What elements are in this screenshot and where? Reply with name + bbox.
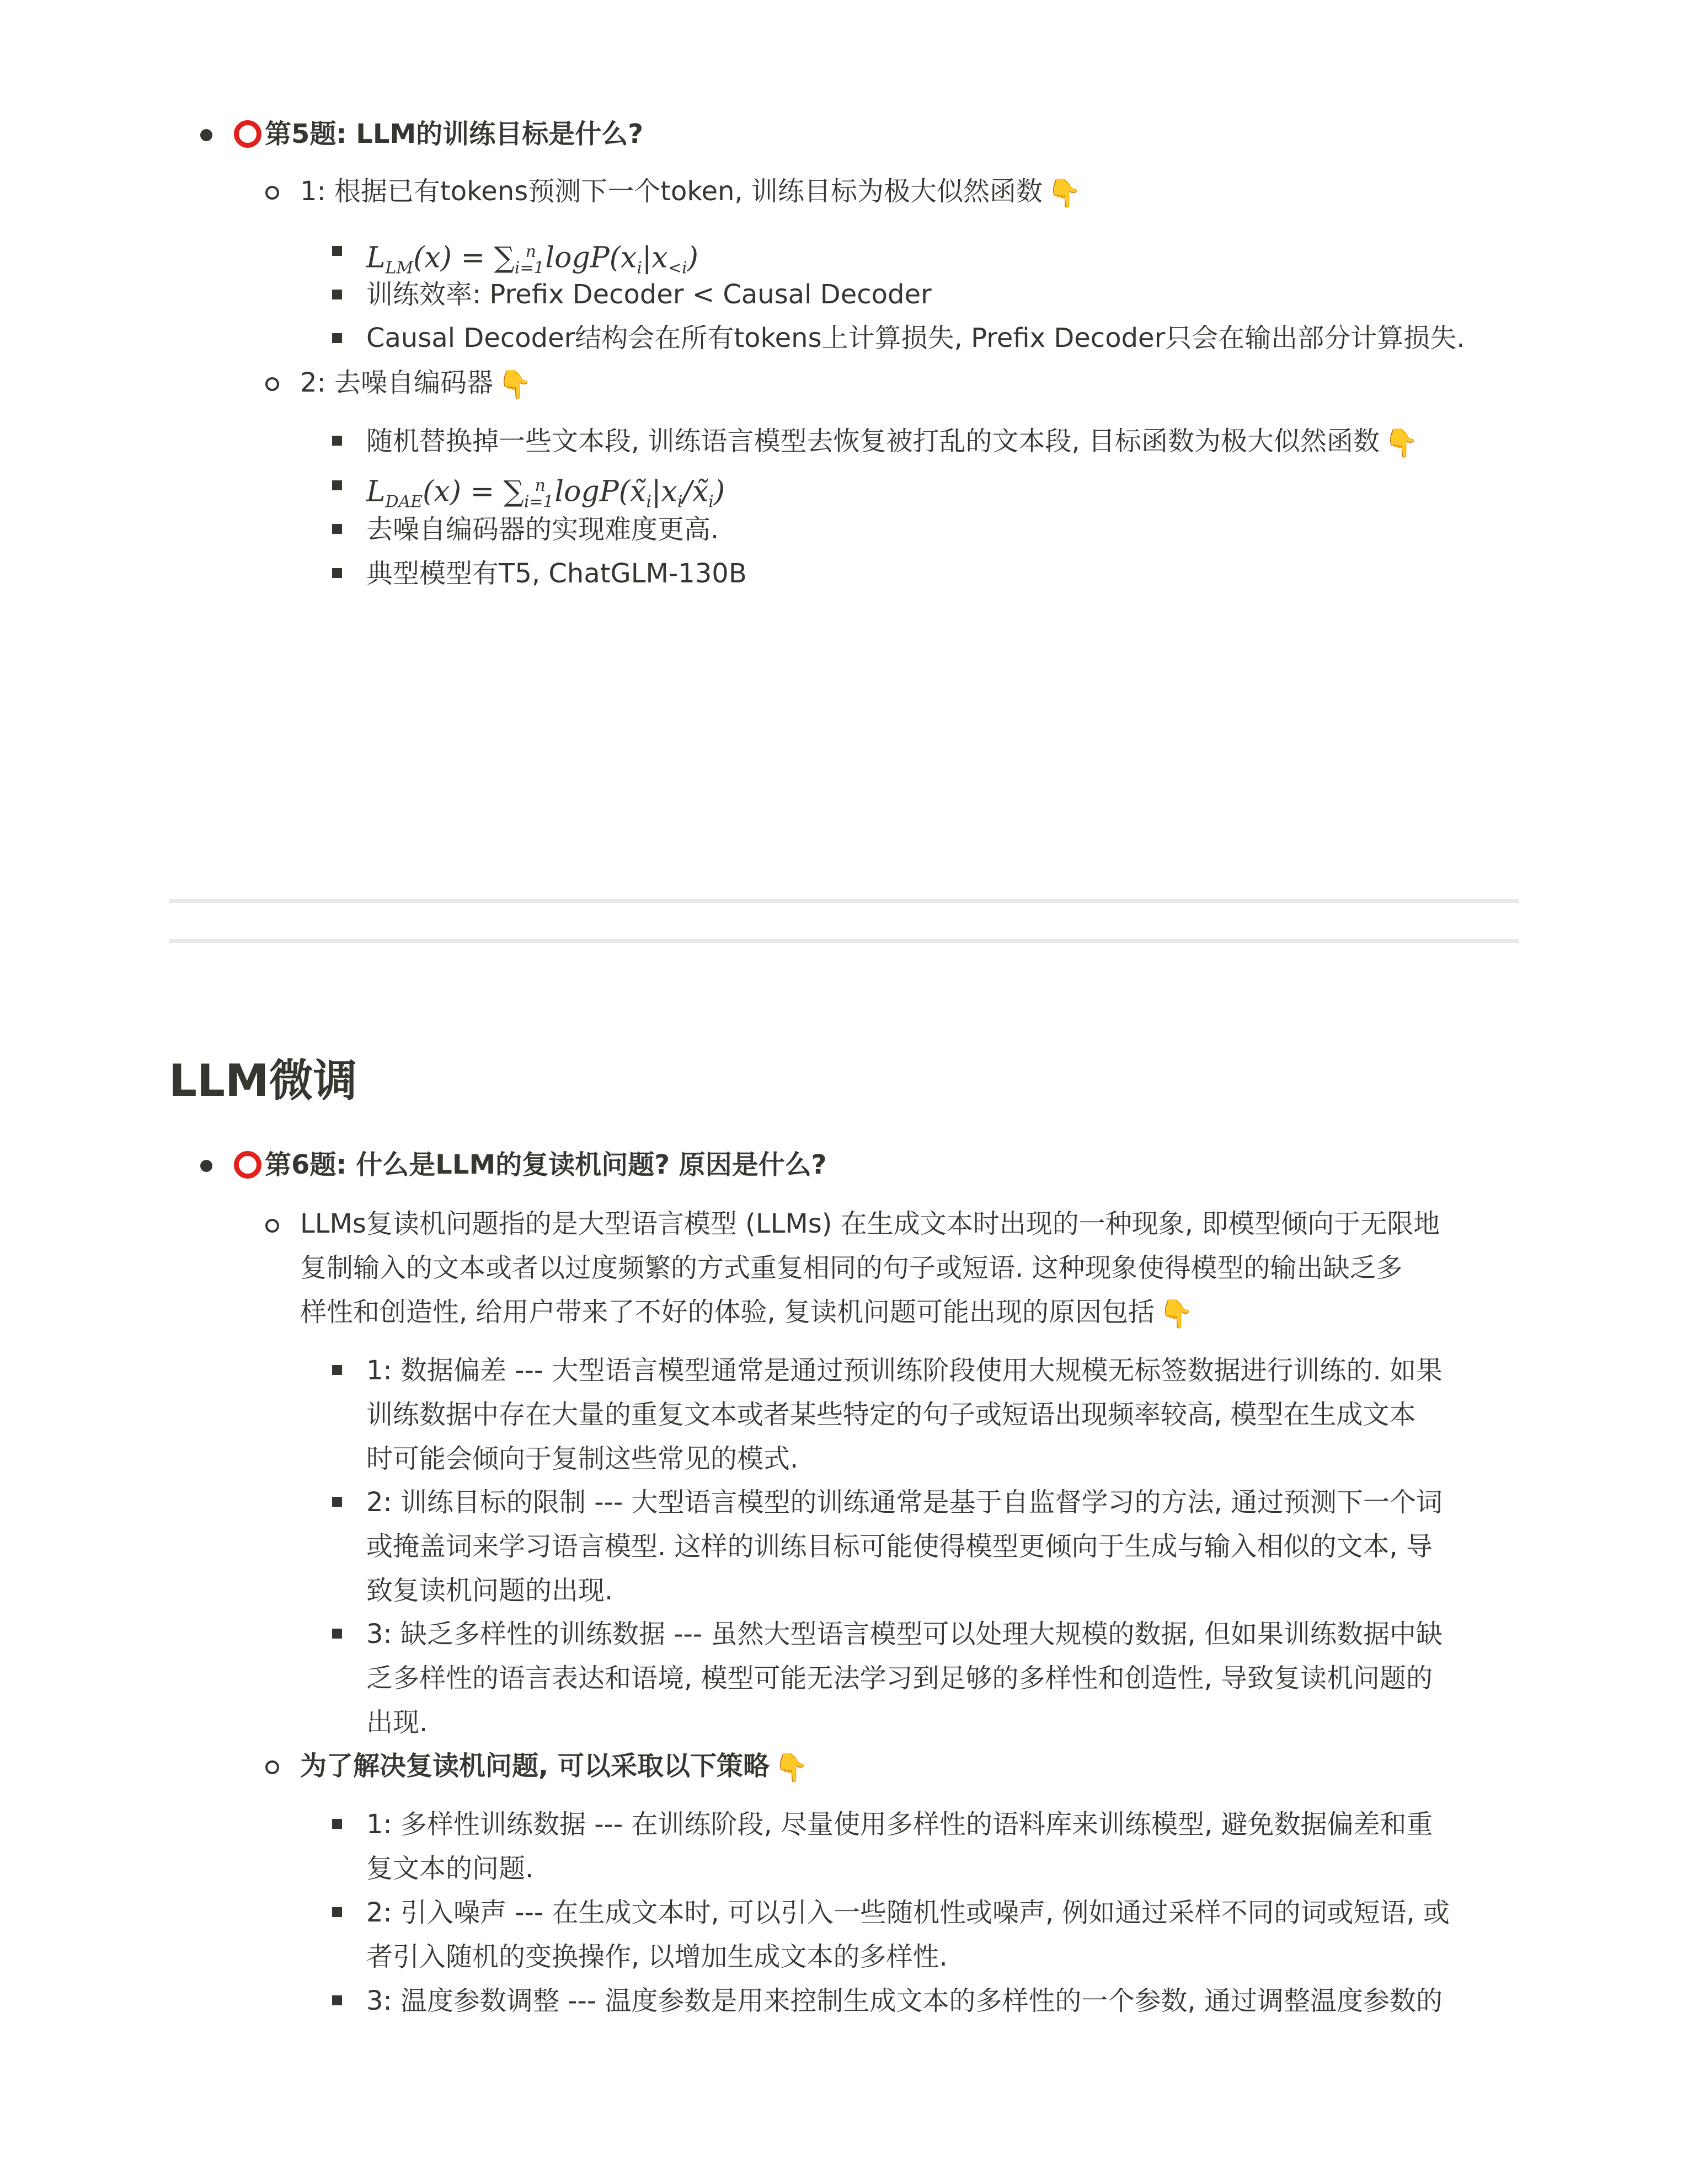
pointing-down-hand-icon: 👇 [773,1752,809,1784]
red-circle-icon [234,120,261,148]
pointing-down-hand-icon: 👇 [1046,177,1082,209]
bullet-square [332,333,342,343]
question-6-title: 第6题: 什么是LLM的复读机问题? 原因是什么? [234,1143,827,1187]
bullet-circle [265,186,279,200]
q5-item-1-sub-1: 训练效率: Prefix Decoder < Causal Decoder [366,279,932,310]
bullet-square [332,1497,342,1507]
strategy-item: 3: 温度参数调整 --- 温度参数是用来控制生成文本的多样性的一个参数, 通过调整温度参数的 [366,1985,1443,2016]
bullet-circle [265,377,279,391]
q5-item-2-sub-3: 典型模型有T5, ChatGLM-130B [366,558,747,589]
bullet-square [332,480,342,490]
q5-item-1-label: 1: 根据已有tokens预测下一个token, 训练目标为极大似然函数 [300,176,1043,207]
formula-dae: $L_{DAE}(x) = \sum_{i=1}^n$ $\log P(x̃_i|x_i/x̃_i)$ [366,475,725,512]
bullet-square [332,1819,342,1829]
red-circle-icon [234,1151,261,1179]
q5-item-2 [300,361,532,406]
q5-item-2-label: 2: 去噪自编码器 [300,367,493,398]
bullet-square [332,246,342,256]
pointing-down-hand-icon: 👇 [1159,1298,1194,1330]
bullet-square [332,1629,342,1639]
divider [169,899,1519,903]
strategy-item: 2: 引入噪声 --- 在生成文本时, 可以引入一些随机性或噪声, 例如通过采样不同的词或短语, 或 者引入随机的变换操作, 以增加生成文本的多样性. [366,1897,1450,1972]
section-heading: LLM微调 [169,1055,357,1106]
strategy-item: 1: 多样性训练数据 --- 在训练阶段, 尽量使用多样性的语料库来训练模型, 避免数据偏差和重 复文本的问题. [366,1809,1433,1884]
q5-item-2-sub-1: 随机替换掉一些文本段, 训练语言模型去恢复被打乱的文本段, 目标函数为极大似然函数 👇 [366,419,1418,465]
cause-item: 1: 数据偏差 --- 大型语言模型通常是通过预训练阶段使用大规模无标签数据进行训练的. 如果 训练数据中存在大量的重复文本或者某些特定的句子或短语出现频率较高, 模型在生成文本 时可能会倾向于复制这些常见的模式. [366,1355,1443,1474]
question-5-title: 第5题: LLM的训练目标是什么? [234,112,643,156]
pointing-down-hand-icon: 👇 [1384,427,1419,459]
divider [169,939,1519,943]
q5-item-1 [300,169,1081,215]
q5-item-2-sub-2: 去噪自编码器的实现难度更高. [366,514,719,545]
cause-item: 3: 缺乏多样性的训练数据 --- 虽然大型语言模型可以处理大规模的数据, 但如果训练数据中缺 乏多样性的语言表达和语境, 模型可能无法学习到足够的多样性和创造性, 导致复读机问题的 出现. [366,1619,1443,1738]
bullet-circle [265,1219,279,1233]
formula-lm: $L_{LM}(x) = \sum_{i=1}^n$ $\log P(x_i|x_{<i})$ [366,241,698,278]
q6-intro: LLMs复读机问题指的是大型语言模型 (LLMs) 在生成文本时出现的一种现象, 即模型倾向于无限地 复制输入的文本或者以过度频繁的方式重复相同的句子或短语. 这种现象使得模型的输出缺乏多 样性和创造性, 给用户带来了不好的体验, 复读机问题可能出现的原因包括 👇 [300,1202,1440,1336]
cause-item: 2: 训练目标的限制 --- 大型语言模型的训练通常是基于自监督学习的方法, 通过预测下一个词 或掩盖词来学习语言模型. 这样的训练目标可能使得模型更倾向于生成与输入相似的文本, 导 致复读机问题的出现. [366,1487,1443,1606]
bullet-square [332,568,342,578]
bullet-square [332,290,342,299]
bullet-disc [200,1160,212,1172]
bullet-square [332,524,342,534]
bullet-square [332,1907,342,1917]
bullet-square [332,1995,342,2005]
bullet-disc [200,129,212,141]
pointing-down-hand-icon: 👇 [497,368,532,400]
strategy-label: 为了解决复读机问题, 可以采取以下策略 👇 [300,1744,808,1790]
bullet-square [332,1365,342,1375]
q5-item-1-sub-2: Causal Decoder结构会在所有tokens上计算损失, Prefix Decoder只会在输出部分计算损失. [366,323,1465,354]
bullet-circle [265,1760,279,1774]
bullet-square [332,436,342,446]
